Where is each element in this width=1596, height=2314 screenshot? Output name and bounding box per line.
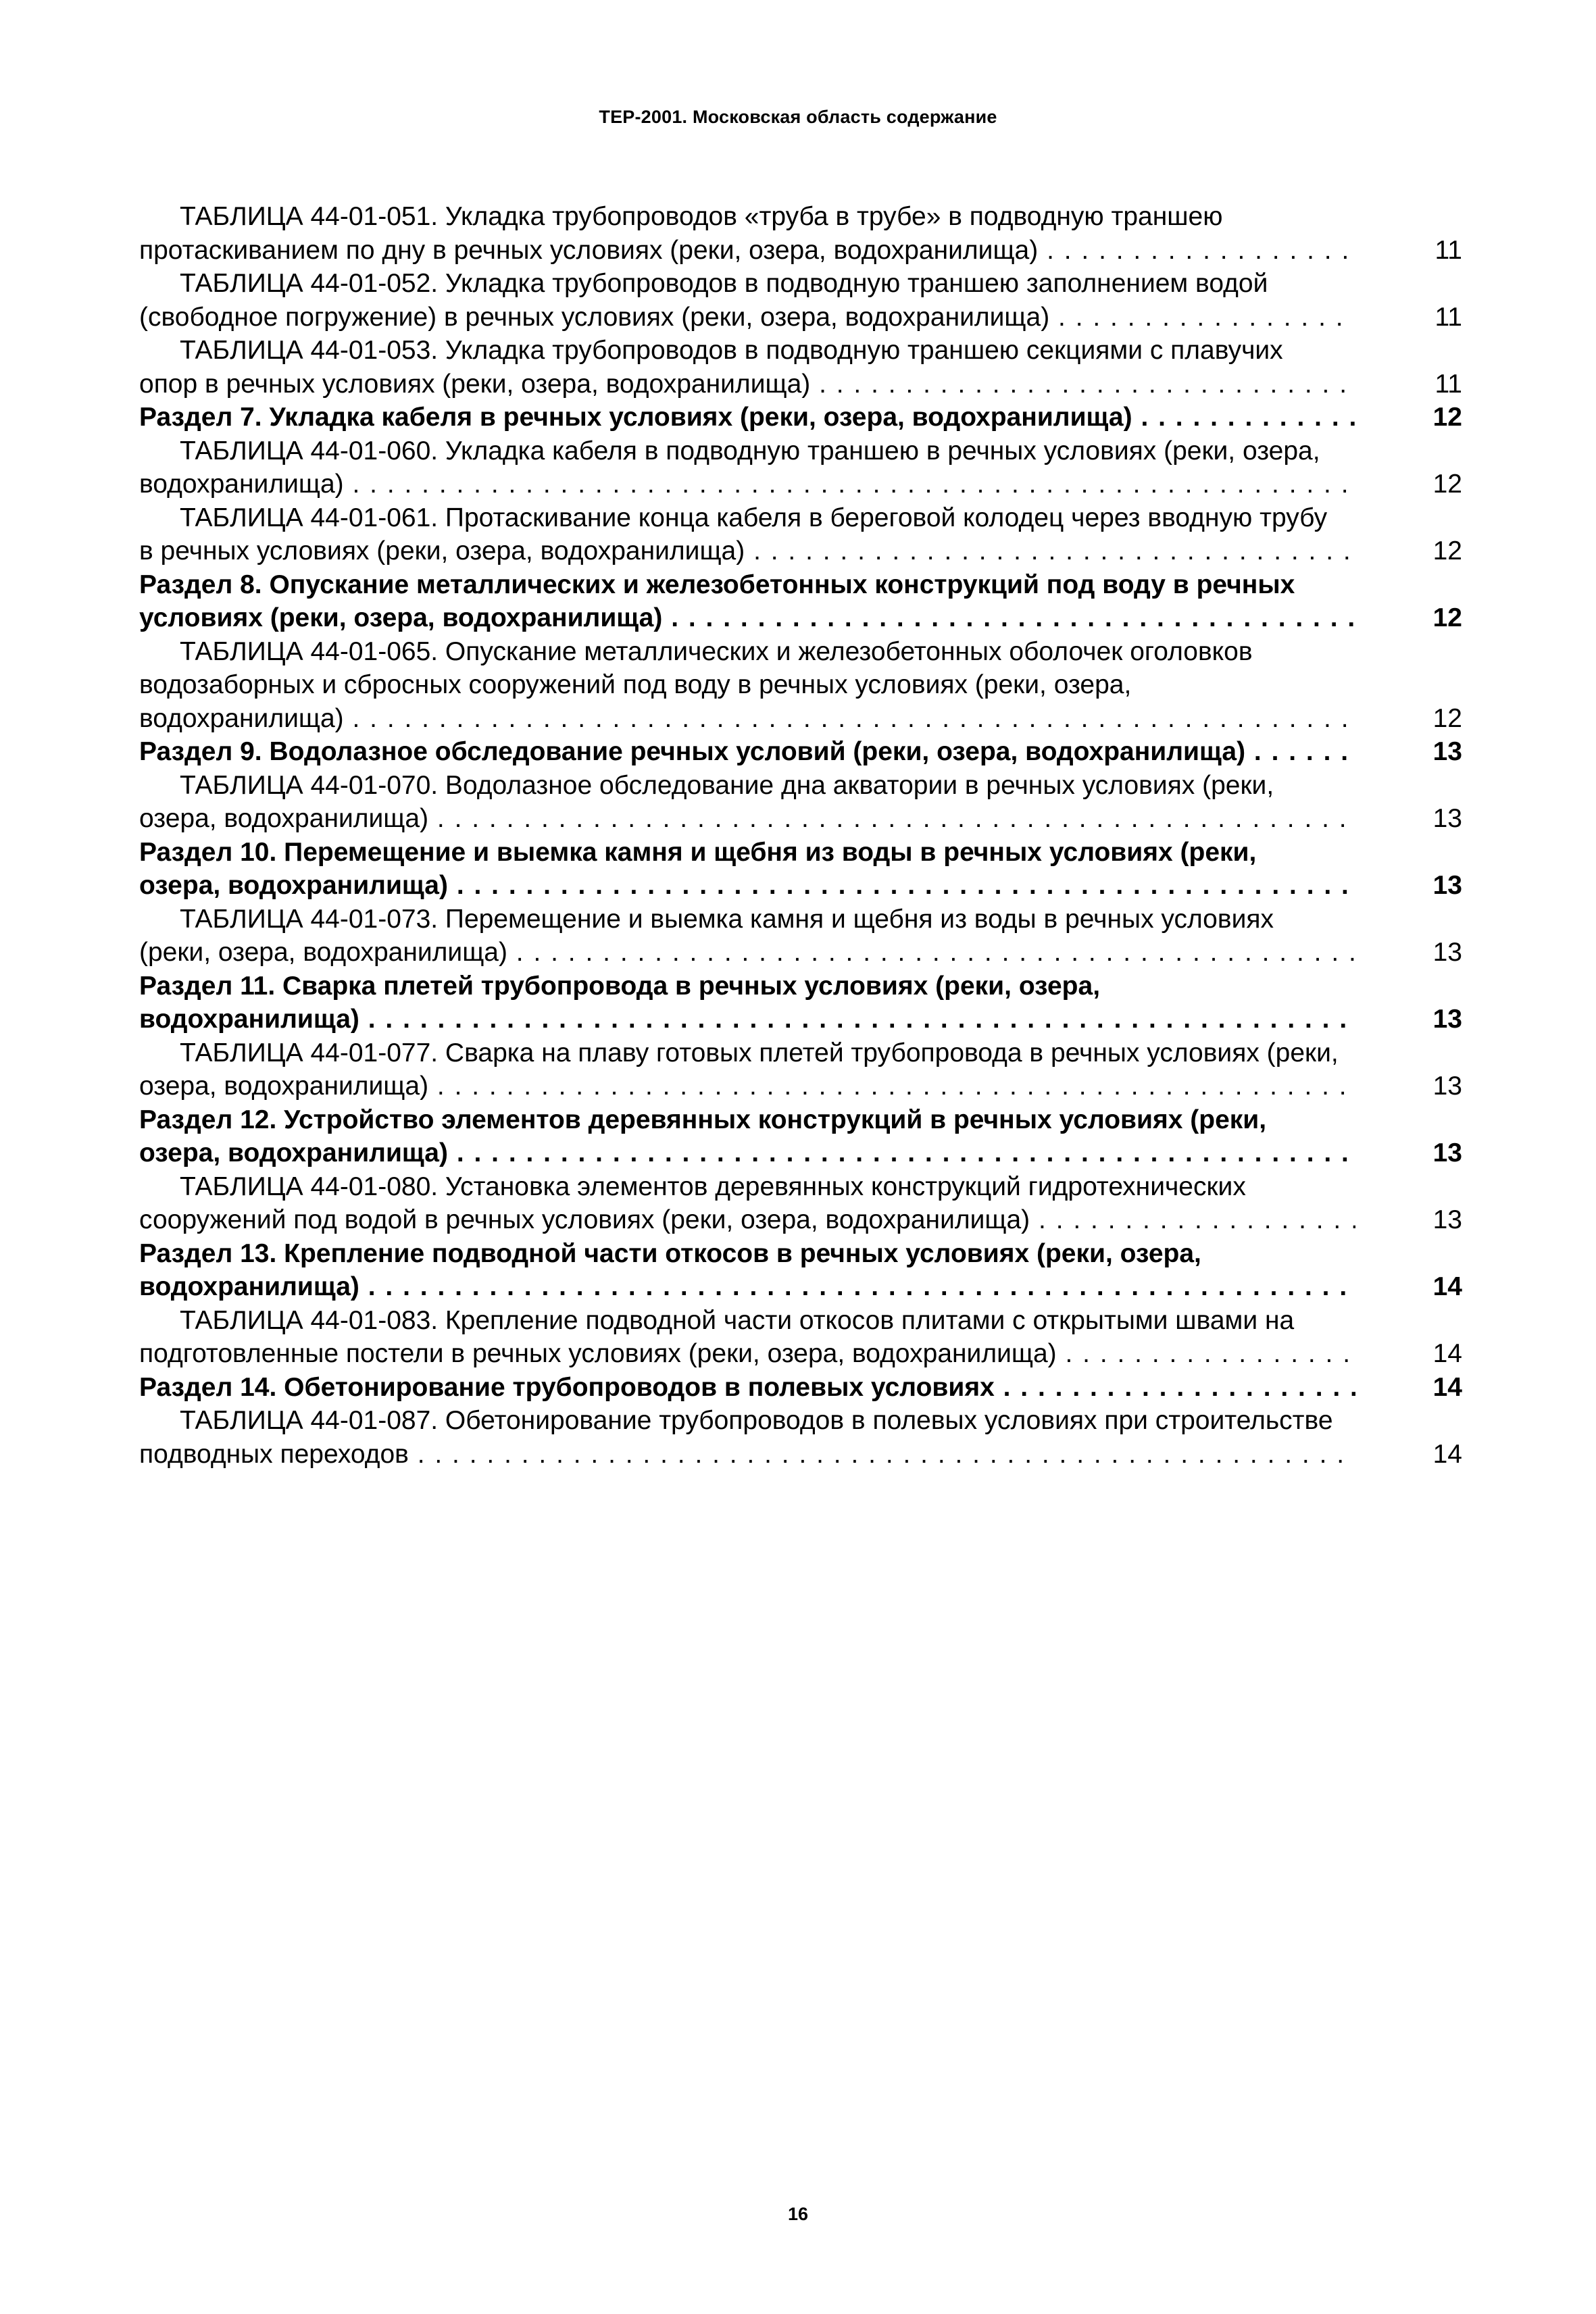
toc-entry-line: водохранилища) . . . xyxy=(139,1003,1355,1036)
toc-table-entry[interactable] xyxy=(139,635,1462,736)
toc-entry-line: Раздел 12. Устройство элементов деревянных конструкций в речных условиях (реки, xyxy=(139,1105,1267,1134)
toc-page-number: 14 xyxy=(1432,1339,1462,1368)
toc-page-number: 13 xyxy=(1432,1072,1462,1101)
toc-entry-line: озера, водохранилища) . . . xyxy=(139,1136,1355,1170)
toc-entry-line: ТАБЛИЦА 44-01-077. Сварка на плаву готовых плетей трубопровода в речных условиях (реки, xyxy=(180,1038,1339,1067)
toc-table-entry[interactable] xyxy=(139,1036,1462,1103)
toc-entry-line: Раздел 8. Опускание металлических и железобетонных конструкций под воду в речных xyxy=(139,570,1295,599)
toc-page-number: 12 xyxy=(1432,703,1462,733)
toc-entry-line: ТАБЛИЦА 44-01-051. Укладка трубопроводов «труба в трубе» в подводную траншею xyxy=(180,202,1223,231)
toc-section-entry[interactable] xyxy=(139,568,1462,635)
toc-table-entry[interactable] xyxy=(139,200,1462,267)
toc-entry-line: подводных переходов . . . xyxy=(139,1438,1355,1472)
toc-table-entry[interactable] xyxy=(139,1304,1462,1371)
toc-page-number: 13 xyxy=(1432,1005,1462,1034)
toc-section-entry[interactable] xyxy=(139,1103,1462,1170)
toc-page-number: 13 xyxy=(1432,804,1462,833)
toc-page-number: 11 xyxy=(1435,235,1462,265)
toc-page-number: 13 xyxy=(1432,1205,1462,1234)
toc-entry-line: ТАБЛИЦА 44-01-083. Крепление подводной части откосов плитами с открытыми швами на xyxy=(180,1305,1295,1335)
toc-entry-line: подготовленные постели в речных условиях (реки, озера, водохранилища) . . . xyxy=(139,1337,1355,1371)
toc-entry-line: ТАБЛИЦА 44-01-053. Укладка трубопроводов в подводную траншею секциями с плавучих xyxy=(180,336,1283,365)
toc-page-number: 14 xyxy=(1432,1372,1462,1402)
toc-page-number: 14 xyxy=(1432,1272,1462,1301)
toc-table-entry[interactable] xyxy=(139,501,1462,568)
toc-table-entry[interactable] xyxy=(139,903,1462,970)
toc-entry-line: водохранилища) . . . xyxy=(139,468,1355,501)
toc-entry-line: Раздел 11. Сварка плетей трубопровода в речных условиях (реки, озера, xyxy=(139,971,1101,1001)
toc-page-number: 11 xyxy=(1435,369,1462,399)
toc-table-entry[interactable] xyxy=(139,769,1462,836)
toc-section-entry[interactable] xyxy=(139,401,1462,434)
toc-entry-line: ТАБЛИЦА 44-01-070. Водолазное обследование дна акватории в речных условиях (реки, xyxy=(180,770,1274,800)
toc-entry-line: Раздел 13. Крепление подводной части откосов в речных условиях (реки, озера, xyxy=(139,1238,1201,1268)
toc-page-number: 13 xyxy=(1432,1138,1462,1167)
toc-entry-line: озера, водохранилища) . . . xyxy=(139,802,1355,836)
toc-section-entry[interactable] xyxy=(139,735,1462,769)
toc-section-entry[interactable] xyxy=(139,1371,1462,1405)
toc-section-entry[interactable] xyxy=(139,1237,1462,1304)
toc-entry-line: (реки, озера, водохранилища) . . . xyxy=(139,936,1355,970)
toc-entry-line: условиях (реки, озера, водохранилища) . . . xyxy=(139,601,1355,635)
toc-entry-line: водозаборных и сбросных сооружений под воду в речных условиях (реки, озера, xyxy=(139,670,1132,699)
toc-page-number: 12 xyxy=(1432,403,1462,432)
toc-table-entry[interactable] xyxy=(139,334,1462,401)
toc-entry-line: ТАБЛИЦА 44-01-087. Обетонирование трубопроводов в полевых условиях при строительстве xyxy=(180,1406,1333,1435)
toc-entry-line: ТАБЛИЦА 44-01-080. Установка элементов деревянных конструкций гидротехнических xyxy=(180,1172,1246,1201)
toc-entry-line: ТАБЛИЦА 44-01-073. Перемещение и выемка камня и щебня из воды в речных условиях xyxy=(180,904,1274,934)
toc-section-entry[interactable] xyxy=(139,836,1462,903)
toc-entry-line: ТАБЛИЦА 44-01-052. Укладка трубопроводов в подводную траншею заполнением водой xyxy=(180,269,1268,298)
toc-entry-line: протаскиванием по дну в речных условиях (реки, озера, водохранилища) . . . xyxy=(139,234,1355,268)
toc-page-number: 13 xyxy=(1432,938,1462,967)
toc-section-entry[interactable] xyxy=(139,970,1462,1036)
toc-entry-line: сооружений под водой в речных условиях (реки, озера, водохранилища) . . . xyxy=(139,1203,1355,1237)
toc-entry-line: ТАБЛИЦА 44-01-061. Протаскивание конца кабеля в береговой колодец через вводную трубу xyxy=(180,503,1328,532)
toc-entry-line: водохранилища) . . . xyxy=(139,702,1355,736)
toc-table-entry[interactable] xyxy=(139,267,1462,334)
page-header: ТЕР-2001. Московская область содержание xyxy=(599,107,997,127)
toc-entry-line: Раздел 10. Перемещение и выемка камня и щебня из воды в речных условиях (реки, xyxy=(139,837,1257,867)
page-number: 16 xyxy=(787,2204,809,2224)
toc-entry-line: ТАБЛИЦА 44-01-060. Укладка кабеля в подводную траншею в речных условиях (реки, озера, xyxy=(180,436,1320,466)
toc-entry-line: озера, водохранилища) . . . xyxy=(139,1070,1355,1103)
toc-entry-line: ТАБЛИЦА 44-01-065. Опускание металлических и железобетонных оболочек оголовков xyxy=(180,636,1253,666)
toc-table-entry[interactable] xyxy=(139,1170,1462,1237)
toc-entry-line: опор в речных условиях (реки, озера, водохранилища) . . . xyxy=(139,368,1355,401)
table-of-contents xyxy=(139,200,1462,1471)
toc-entry-line: Раздел 9. Водолазное обследование речных условий (реки, озера, водохранилища) . . . xyxy=(139,735,1355,769)
toc-page-number: 13 xyxy=(1432,871,1462,900)
toc-entry-line: в речных условиях (реки, озера, водохранилища) . . . xyxy=(139,534,1355,568)
toc-entry-line: водохранилища) . . . xyxy=(139,1270,1355,1304)
toc-entry-line: (свободное погружение) в речных условиях (реки, озера, водохранилища) . . . xyxy=(139,301,1355,334)
toc-page-number: 12 xyxy=(1432,536,1462,565)
toc-page-number: 12 xyxy=(1432,603,1462,632)
toc-table-entry[interactable] xyxy=(139,434,1462,501)
toc-entry-line: Раздел 14. Обетонирование трубопроводов в полевых условиях . . . xyxy=(139,1371,1355,1405)
toc-entry-line: Раздел 7. Укладка кабеля в речных условиях (реки, озера, водохранилища) . . . xyxy=(139,401,1355,434)
toc-page-number: 12 xyxy=(1432,470,1462,499)
toc-page-number: 14 xyxy=(1432,1439,1462,1469)
toc-page-number: 11 xyxy=(1435,302,1462,332)
toc-page-number: 13 xyxy=(1432,737,1462,766)
toc-table-entry[interactable] xyxy=(139,1404,1462,1471)
toc-entry-line: озера, водохранилища) . . . xyxy=(139,869,1355,903)
